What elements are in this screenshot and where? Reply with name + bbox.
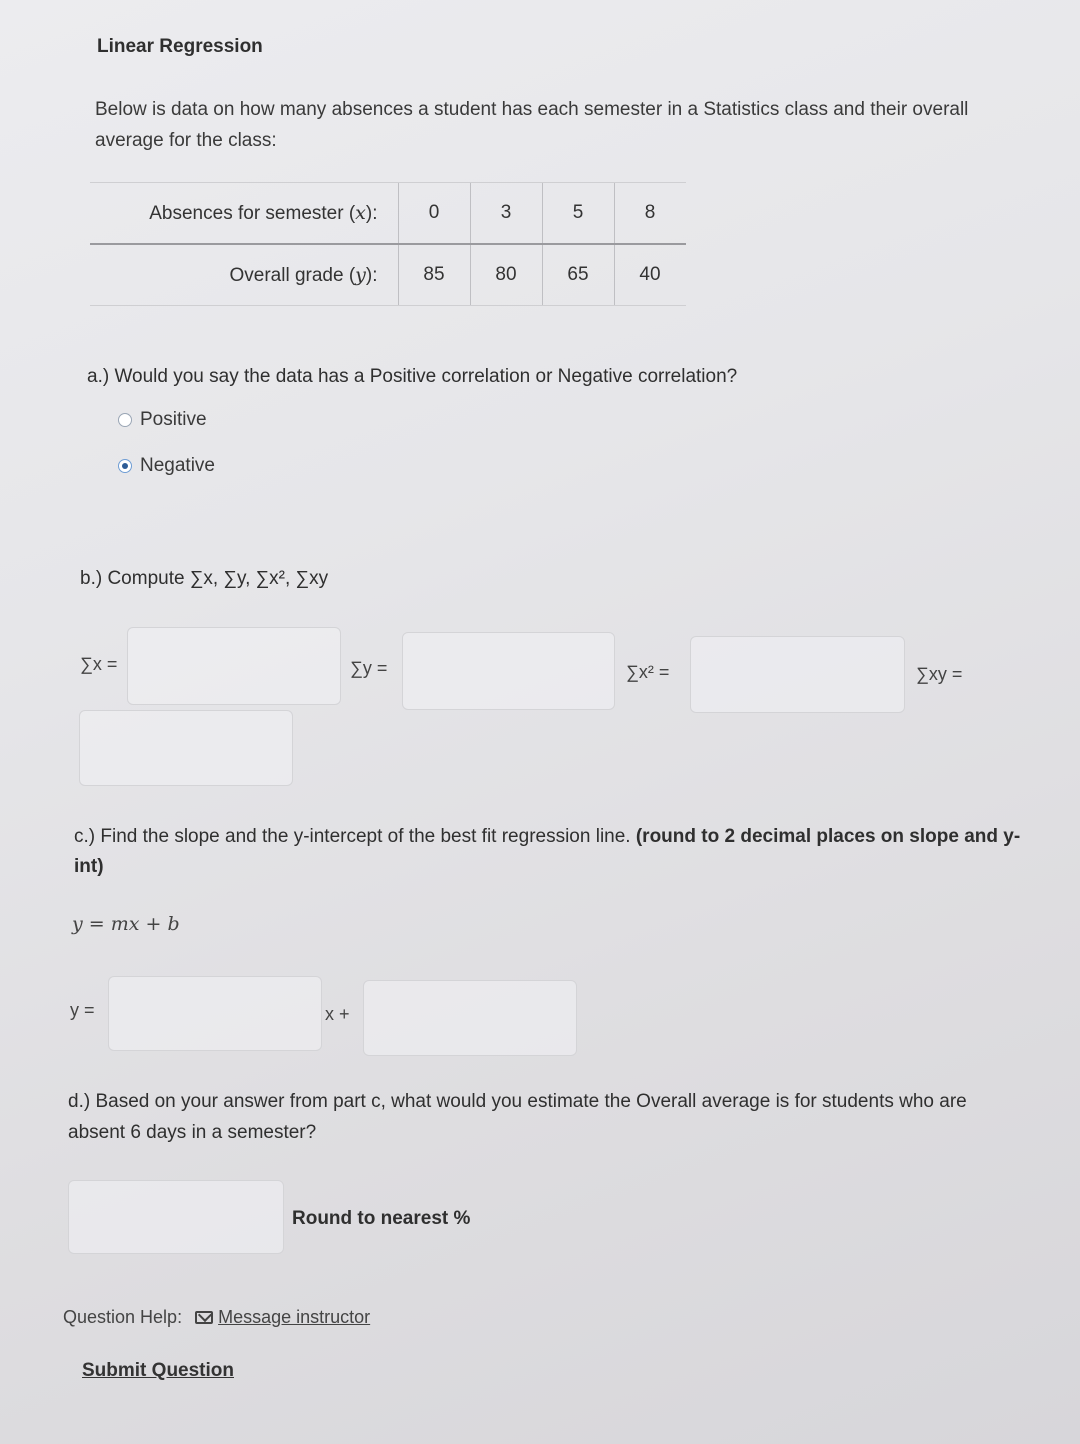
part-b-question: b.) Compute ∑x, ∑y, ∑x², ∑xy [80, 568, 329, 589]
sum-xy-label: ∑xy = [916, 664, 963, 684]
question-help [63, 1307, 370, 1328]
part-c-question: c.) Find the slope and the y-intercept of the best fit regression line. (round to 2 decimal places on slope and y-int) [74, 826, 1021, 877]
round-note: Round to nearest % [292, 1208, 471, 1229]
page-title: Linear Regression [97, 36, 263, 57]
sum-x2-label: ∑x² = [626, 662, 670, 682]
part-d-question: d.) Based on your answer from part c, what would you estimate the Overall average is for students who are absent 6 days in a semester? [68, 1091, 967, 1143]
mail-icon [195, 1311, 213, 1324]
row-x-label: Absences for semester (x): [90, 183, 398, 245]
submit-question-button[interactable]: Submit Question [82, 1360, 234, 1381]
intercept-input[interactable] [363, 980, 577, 1056]
x-plus-label: x + [325, 1004, 350, 1024]
question-help-label: Question Help: [63, 1307, 183, 1327]
x-value: 3 [470, 183, 542, 245]
x-value: 8 [614, 183, 686, 245]
option-positive-label: Positive [140, 409, 207, 430]
option-negative-label: Negative [140, 455, 215, 476]
sum-y-label: ∑y = [350, 658, 388, 678]
y-value: 85 [398, 244, 470, 306]
table-row-y [90, 244, 686, 306]
regression-formula: y = mx + b [72, 913, 180, 935]
y-equals-label: y = [70, 1000, 95, 1020]
part-c-rounding-note: (round to 2 decimal places on slope and y-int) [74, 826, 1021, 877]
sum-y-input[interactable] [402, 632, 615, 710]
x-value: 5 [542, 183, 614, 245]
sum-x2-input[interactable] [690, 636, 905, 713]
radio-negative[interactable] [118, 459, 132, 473]
y-value: 80 [470, 244, 542, 306]
row-y-label: Overall grade (y): [90, 244, 398, 306]
x-value: 0 [398, 183, 470, 245]
table-row-x [90, 183, 686, 245]
sum-x-label: ∑x = [80, 654, 118, 674]
y-value: 40 [614, 244, 686, 306]
option-positive[interactable] [118, 409, 207, 431]
sum-xy-input[interactable] [79, 710, 293, 786]
estimate-input[interactable] [68, 1180, 284, 1254]
slope-input[interactable] [108, 976, 322, 1051]
radio-positive[interactable] [118, 413, 132, 427]
message-instructor-link[interactable]: Message instructor [195, 1307, 370, 1327]
option-negative[interactable] [118, 455, 215, 477]
y-value: 65 [542, 244, 614, 306]
data-table [90, 182, 686, 306]
part-a-question: a.) Would you say the data has a Positive correlation or Negative correlation? [87, 366, 738, 387]
problem-intro: Below is data on how many absences a student has each semester in a Statistics class and their overall average for the class: [95, 99, 969, 151]
sum-x-input[interactable] [127, 627, 341, 705]
